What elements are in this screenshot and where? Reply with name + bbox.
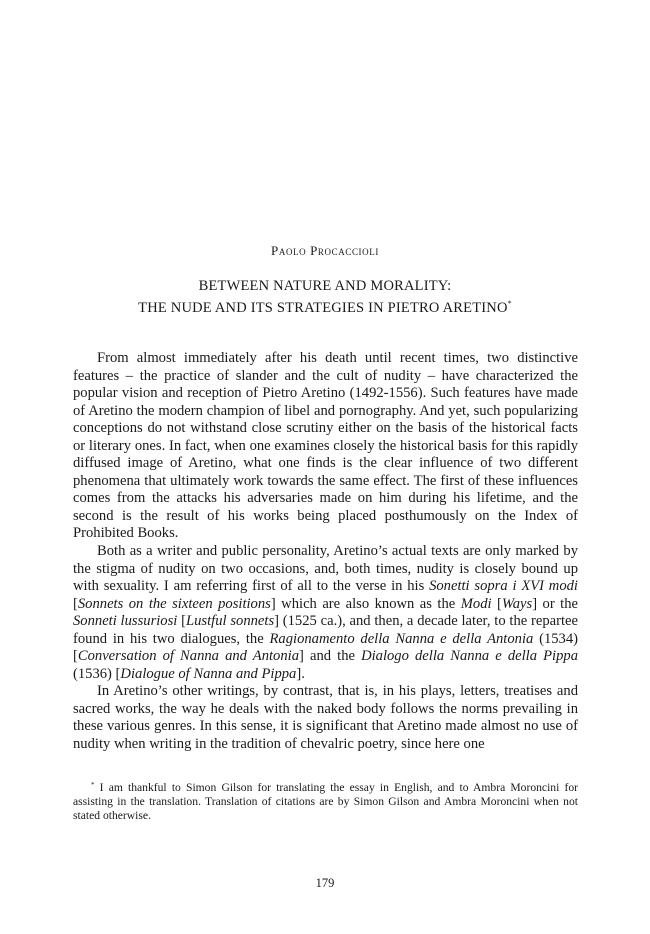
p2-italic-title: Ways (501, 595, 533, 612)
article-title (0, 278, 650, 317)
p2-italic-title: Sonneti lussuriosi (73, 613, 178, 630)
p2-italic-title: Dialogue of Nanna and Pippa (120, 665, 297, 682)
p2-text: ] or the (532, 595, 578, 612)
p2-text: (1534) [ (73, 630, 578, 665)
paragraph-1: From almost immediately after his death until recent times, two distinctive features – the practice of slander and the cult of nudity – have characterized the popular vision and reception of Pietro Aretino (1492-1556). Such features have made of Aretino the modern champion of libel and pornography. And yet, such popularizing conceptions do not withstand close scrutiny either on the basis of the historical facts or literary ones. In fact, when one examines closely the historical basis for this rapidly diffused image of Aretino, what one finds is the clear influence of two different phenomena that ultimately work towards the same effect. The first of these influences comes from the attacks his adversaries made on him during his lifetime, and the second is the result of his works being placed posthumously on the Index of Prohibited Books. (73, 350, 578, 542)
p2-italic-title: Ragionamento della Nanna e della Antonia (269, 630, 534, 647)
paragraph-3: In Aretino’s other writings, by contrast, that is, in his plays, letters, treatises and sacred works, the way he deals with the naked body follows the norms prevailing in these various genres. In this sense, it is significant that Aretino made almost no use of nudity when writing in the tradition of chevalric poetry, since here one (73, 683, 578, 753)
p2-italic-title: Sonnets on the sixteen positions (77, 595, 271, 612)
p2-italic-title: Sonetti sopra i XVI modi (429, 578, 578, 595)
footnote-text: I am thankful to Simon Gilson for translating the essay in English, and to Ambra Moroncini for assisting in the translation. Translation of citations are by Simon Gilson and Ambra Moroncini when not stated otherwise. (73, 781, 579, 822)
title-line-2 (0, 295, 650, 317)
footnote (73, 778, 578, 823)
paragraph-2 (73, 543, 578, 683)
p2-text: ] (1525 ca.), and then, a decade later, to the repartee found in his two dialogues, the (73, 613, 578, 647)
p2-text: ] and the (299, 648, 362, 665)
p2-text: (1536) [ (73, 665, 121, 682)
title-footnote-marker: * (507, 299, 512, 308)
body-text (73, 350, 578, 754)
author-name: Paolo Procaccioli (271, 243, 379, 258)
p2-text: [ (177, 613, 186, 630)
p2-italic-title: Dialogo della Nanna e della Pippa (361, 648, 578, 665)
p2-text: ] which are also known as the (270, 595, 461, 612)
p2-text: [ (73, 595, 78, 612)
p2-italic-title: Lustful sonnets (186, 613, 275, 630)
footnote-marker: * (91, 781, 95, 789)
p2-italic-title: Conversation of Nanna and Antonia (77, 648, 300, 665)
p2-text: Both as a writer and public personality, Aretino’s actual texts are only marked by the stigma of nudity on two occasions, and, both times, nudity is closely bound up with sexuality. I am referring first of all to the verse in his (73, 543, 578, 595)
page-number: 179 (315, 876, 335, 890)
footnote-text-block (73, 778, 578, 823)
title-line-2-text: THE NUDE AND ITS STRATEGIES IN PIETRO ARETINO (138, 300, 508, 316)
p2-text: ]. (296, 665, 305, 682)
p2-italic-title: Modi (460, 595, 492, 612)
title-line-1: BETWEEN NATURE AND MORALITY: (198, 278, 452, 294)
p2-text: [ (491, 595, 502, 612)
